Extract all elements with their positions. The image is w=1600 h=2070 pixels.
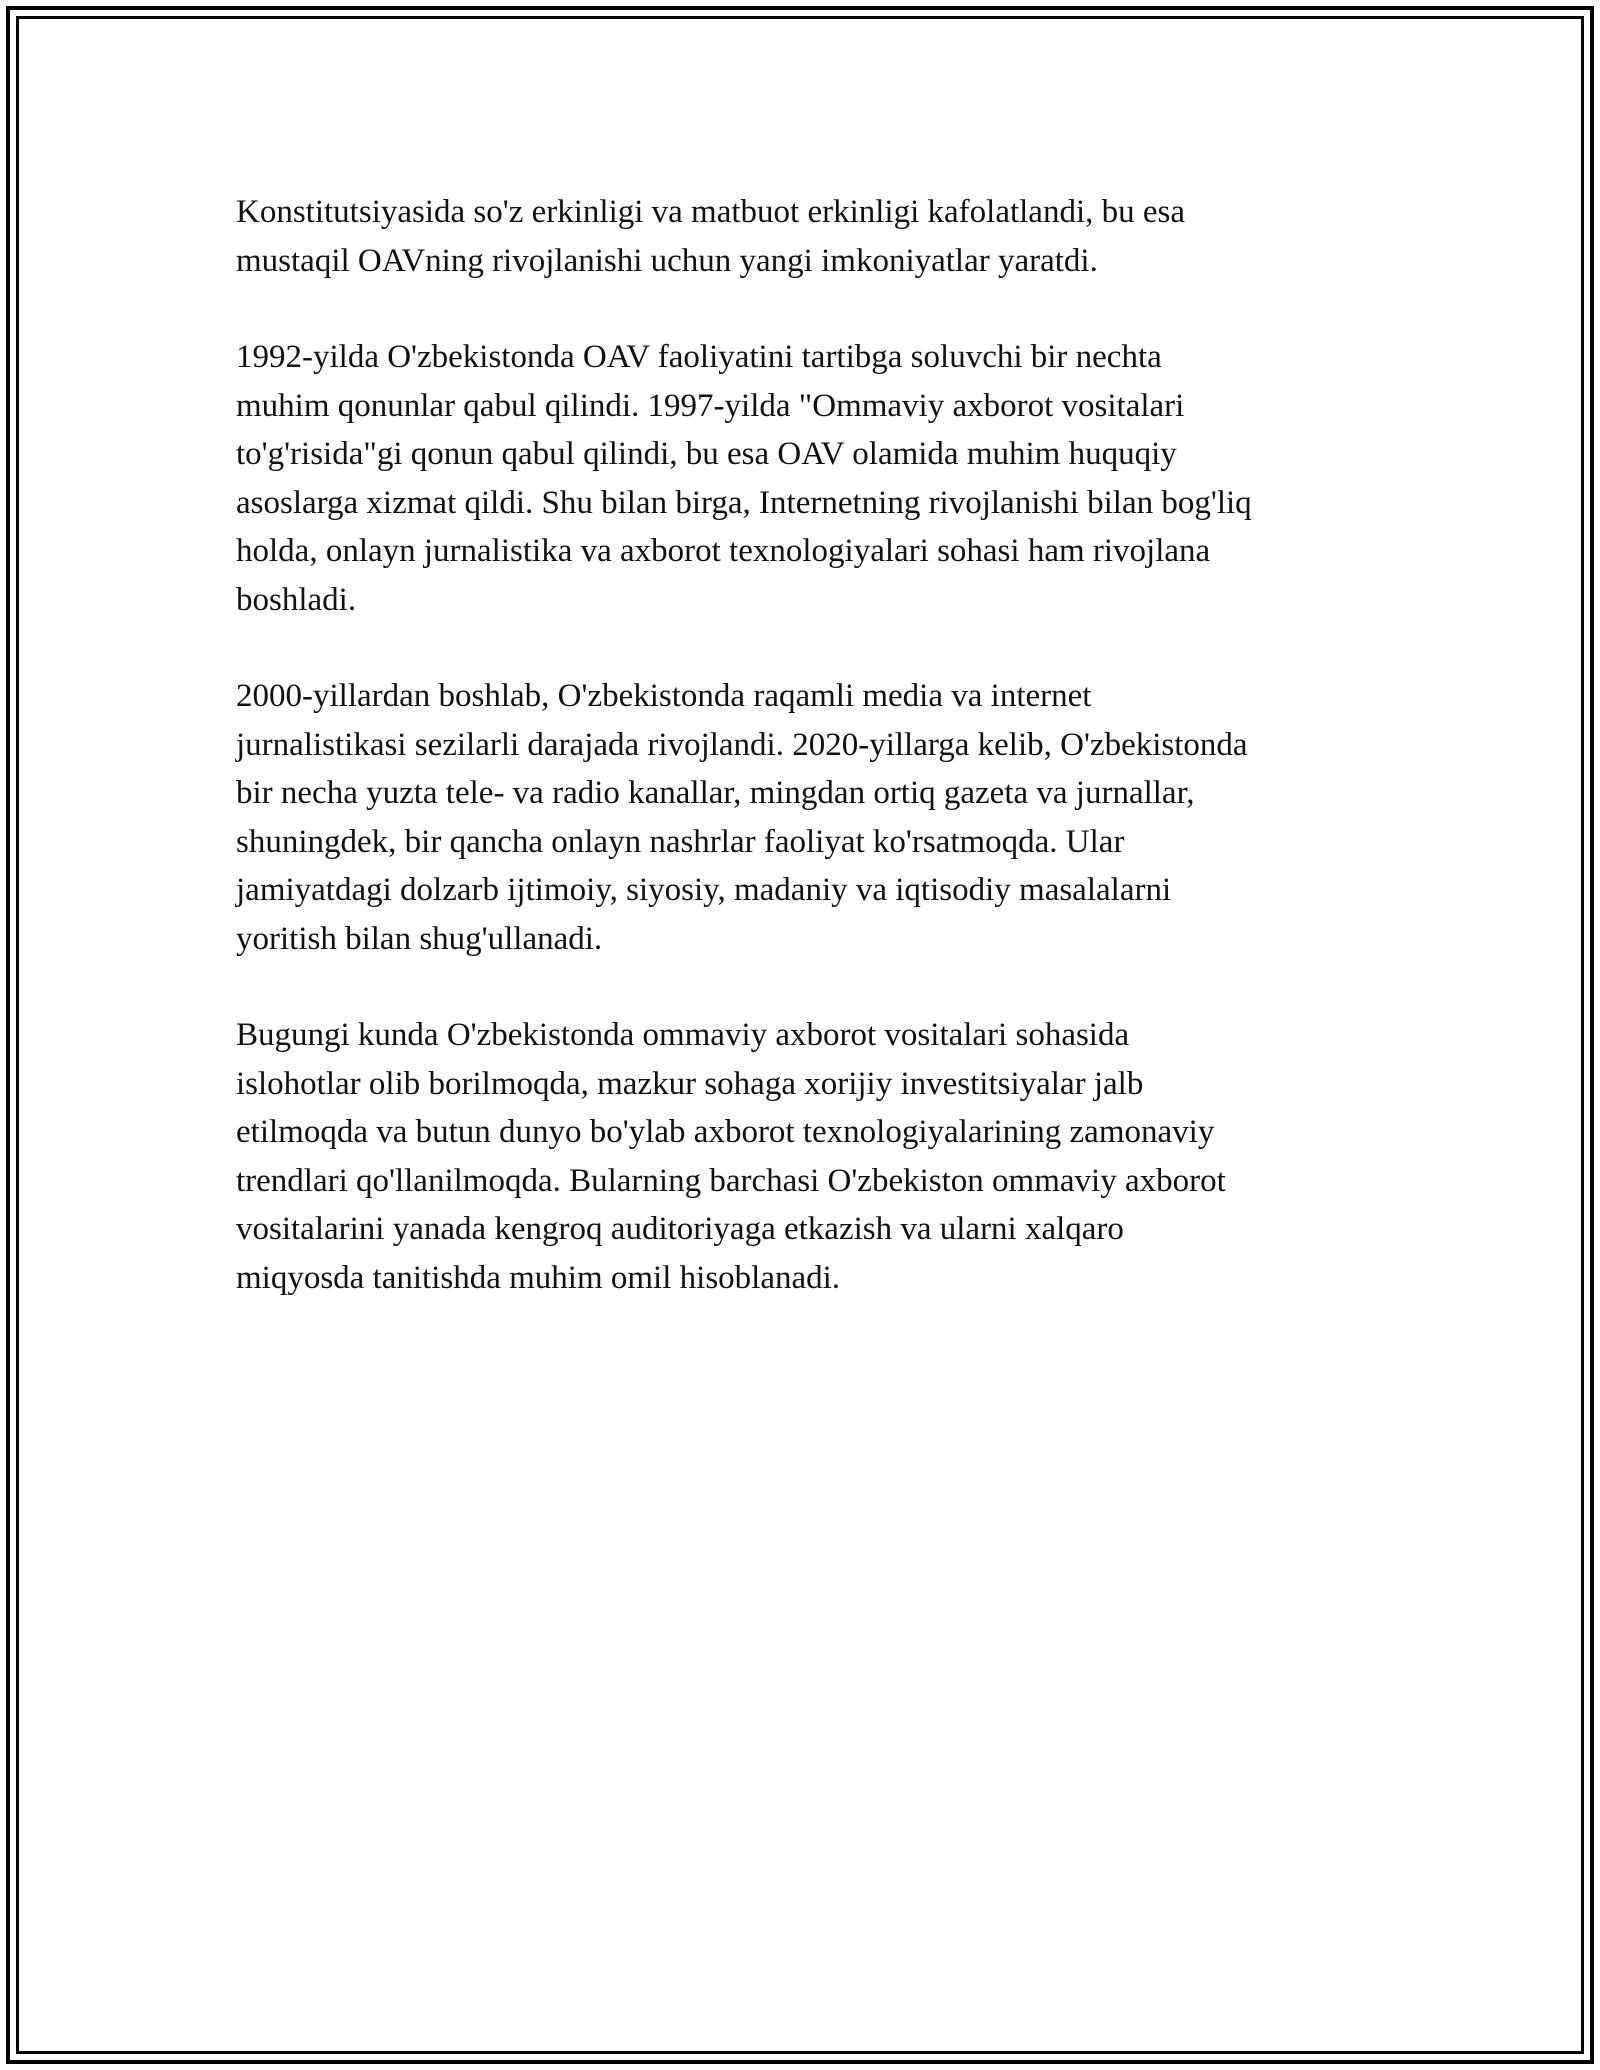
paragraph-constitution: Konstitutsiyasida so'z erkinligi va matbuot erkinligi kafolatlandi, bu esa mustaqil OAVning rivojlanishi uchun yangi imkoniyatlar yaratdi. <box>236 194 1186 279</box>
paragraph-2000s-digital-media: 2000-yillardan boshlab, O'zbekistonda raqamli media va internet jurnalistikasi sezilarli darajada rivojlandi. 2020-yillarga kelib, O'zbekistonda bir necha yuzta tele- va radio kanallar, mingdan ortiq gazeta va jurnallar, shuningdek, bir qancha onlayn nashrlar faoliyat ko'rsatmoqda. Ular jamiyatdagi dolzarb ijtimoiy, siyosiy, madaniy va iqtisodiy masalalarni yoritish bilan shug'ullanadi. <box>236 678 1248 957</box>
document-body <box>236 188 1386 1350</box>
paragraph-1992-laws: 1992-yilda O'zbekistonda OAV faoliyatini tartibga soluvchi bir nechta muhim qonunlar qabul qilindi. 1997-yilda "Ommaviy axborot vositalari to'g'risida"gi qonun qabul qilindi, bu esa OAV olamida muhim huquqiy asoslarga xizmat qildi. Shu bilan birga, Internetning rivojlanishi bilan bog'liq holda, onlayn jurnalistika va axborot texnologiyalari sohasi ham rivojlana boshladi. <box>236 339 1252 618</box>
paragraph-current-reforms: Bugungi kunda O'zbekistonda ommaviy axborot vositalari sohasida islohotlar olib borilmoqda, mazkur sohaga xorijiy investitsiyalar jalb etilmoqda va butun dunyo bo'ylab axborot texnologiyalarining zamonaviy trendlari qo'llanilmoqda. Bularning barchasi O'zbekiston ommaviy axborot vositalarini yanada kengroq auditoriyaga etkazish va ularni xalqaro miqyosda tanitishda muhim omil hisoblanadi. <box>236 1017 1226 1296</box>
